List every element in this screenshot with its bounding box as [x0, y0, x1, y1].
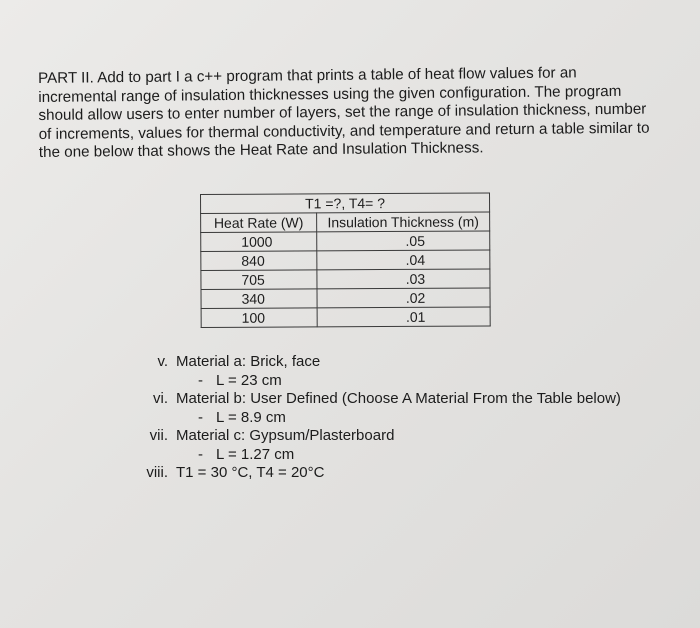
table-row: [201, 231, 490, 252]
table-row: [201, 288, 490, 309]
item-number: vii.: [149, 427, 168, 444]
table-row: [201, 307, 490, 328]
heat-rate-cell: 340: [201, 289, 317, 309]
heat-rate-cell: 705: [201, 270, 317, 290]
item-number: vi.: [153, 390, 168, 407]
thickness-cell: .05: [317, 231, 490, 251]
item-number: viii.: [146, 464, 168, 481]
thickness-cell: .01: [317, 307, 490, 327]
column-header-thickness: Insulation Thickness (m): [317, 212, 490, 232]
dash-bullet: -: [198, 408, 203, 426]
dash-bullet: -: [198, 445, 203, 463]
materials-list: [132, 353, 692, 483]
item-text: Material b: User Defined (Choose A Material From the Table below): [176, 390, 621, 407]
list-subitem: [198, 372, 692, 391]
thickness-cell: .04: [317, 250, 490, 270]
item-text: Material c: Gypsum/Plasterboard: [176, 427, 395, 444]
list-item: [132, 464, 692, 483]
intro-line: PART II. Add to part I a c++ program that prints a table of heat flow values for an: [38, 64, 577, 87]
item-number: v.: [157, 353, 168, 370]
heat-rate-cell: 100: [201, 308, 317, 328]
subitem-text: L = 23 cm: [216, 371, 282, 389]
list-subitem: [198, 446, 692, 465]
intro-line: of increments, values for thermal conductivity, and temperature and return a table similar to: [38, 119, 650, 143]
subitem-text: L = 8.9 cm: [216, 408, 286, 426]
column-header-heat-rate: Heat Rate (W): [201, 213, 317, 233]
heat-rate-cell: 1000: [201, 232, 317, 252]
intro-paragraph: [38, 63, 689, 162]
intro-line: incremental range of insulation thicknesses using the given configuration. The program: [38, 82, 622, 106]
list-subitem: [198, 409, 692, 428]
list-item: [132, 427, 692, 446]
list-item: [132, 353, 692, 372]
thickness-cell: .02: [317, 288, 490, 308]
table-row: [201, 269, 490, 290]
subitem-text: L = 1.27 cm: [216, 445, 295, 463]
intro-line: should allow users to enter number of layers, set the range of insulation thickness, number: [38, 100, 647, 124]
item-text: Material a: Brick, face: [176, 353, 321, 370]
thickness-cell: .03: [317, 269, 490, 289]
heat-rate-cell: 840: [201, 251, 317, 271]
heat-rate-table: [200, 192, 491, 328]
list-item: [132, 390, 692, 409]
intro-line: the one below that shows the Heat Rate and Insulation Thickness.: [38, 139, 484, 161]
table-row: [201, 250, 490, 271]
dash-bullet: -: [198, 371, 203, 389]
table-title: T1 =?, T4= ?: [201, 193, 490, 214]
item-text: T1 = 30 °C, T4 = 20°C: [176, 464, 325, 481]
